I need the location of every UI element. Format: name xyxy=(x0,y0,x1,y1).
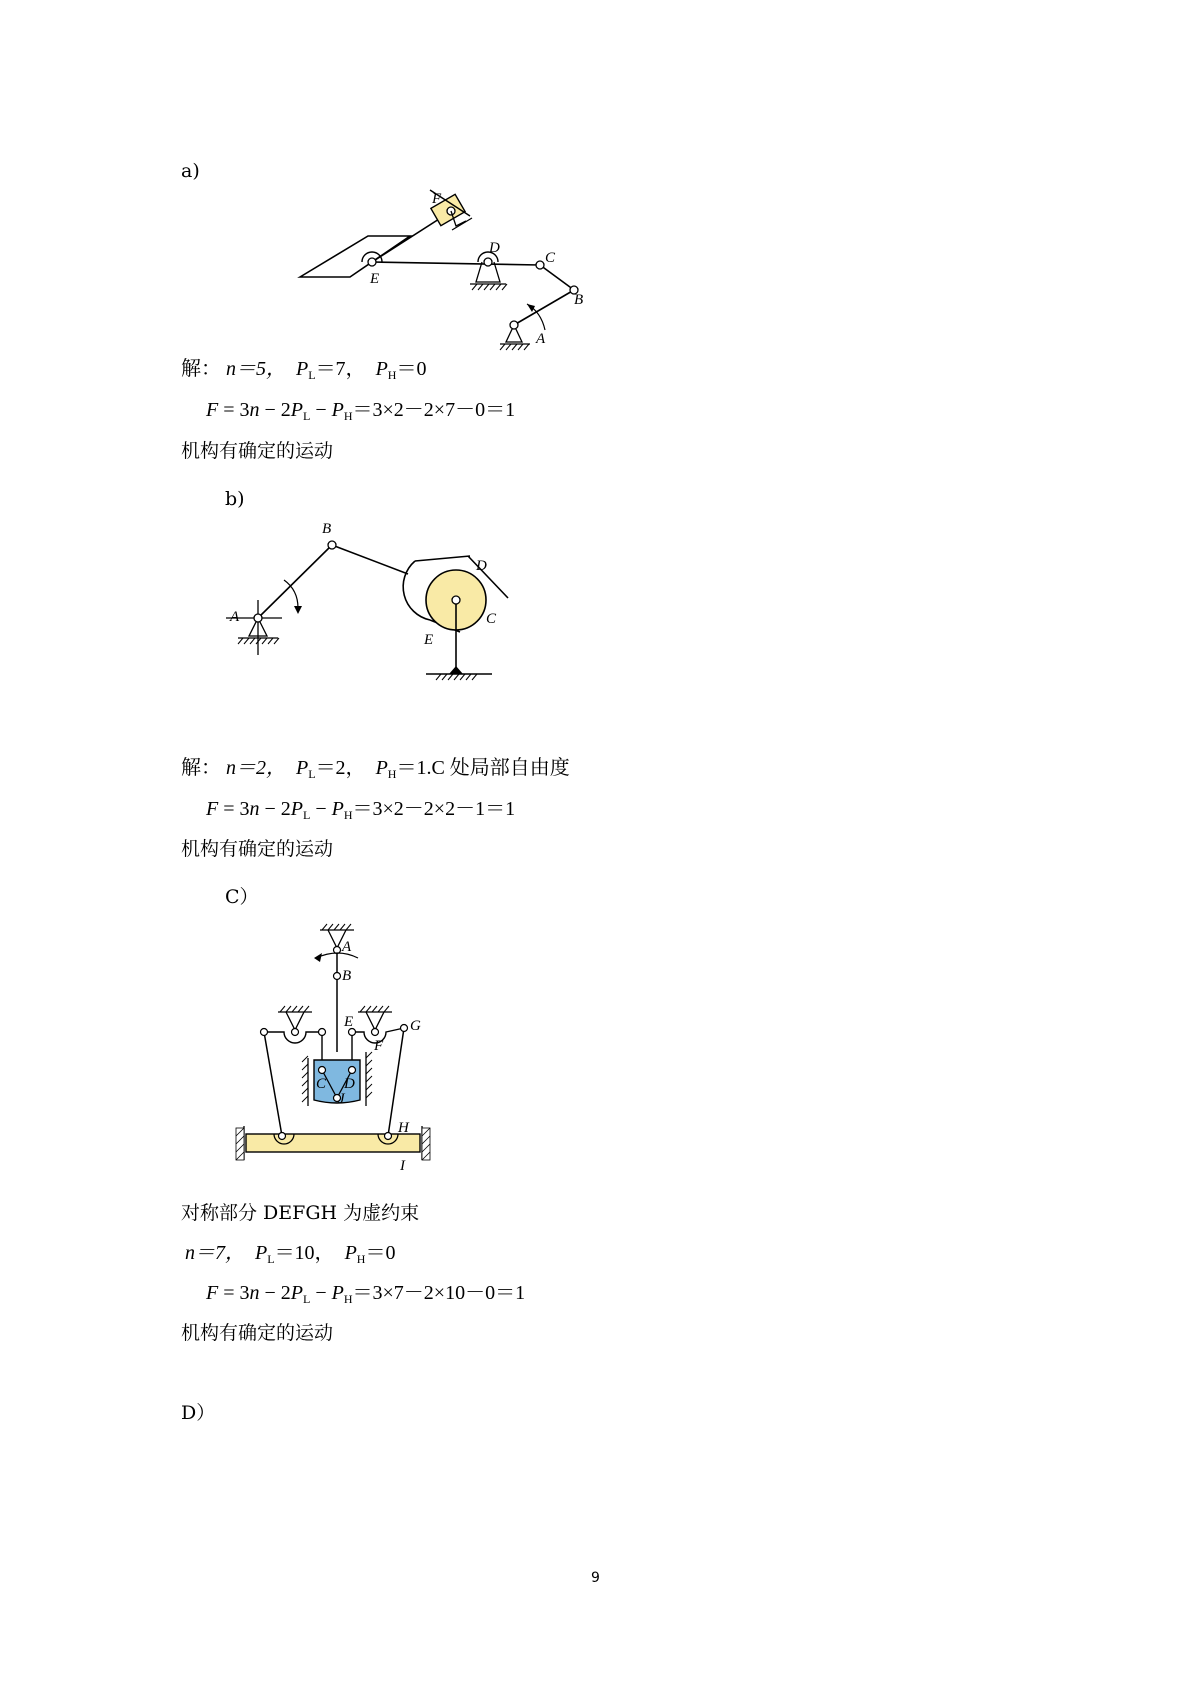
label-c-I: I xyxy=(400,1158,405,1174)
section-a-solution: 解： n＝5， $P_L=7$， $P_H=0$ xyxy=(181,358,427,382)
section-b-solution: 解： n＝2， $P_L=2$， $P_H=1.C$ 处局部自由度 xyxy=(181,757,570,781)
section-c-formula: $F = 3n - 2P_L - P_H=3\times 7-2\times 10-0=1$ xyxy=(206,1282,526,1306)
label-b-E: E xyxy=(424,632,434,648)
label-c-H: H xyxy=(398,1120,409,1136)
label-a-F: F xyxy=(432,191,442,207)
label-c-F: F xyxy=(374,1038,384,1054)
section-a-conclusion: 机构有确定的运动 xyxy=(181,440,334,462)
label-b-C: C xyxy=(486,611,497,627)
page-number: 9 xyxy=(591,1570,600,1586)
section-a-formula: $F = 3n - 2P_L - P_H=3\times 2-2\times 7-0=1$ xyxy=(206,399,516,423)
section-c-label: C） xyxy=(225,886,259,908)
label-b-D: D xyxy=(476,558,487,574)
label-c-E: E xyxy=(344,1014,354,1030)
label-a-C: C xyxy=(545,250,556,266)
label-c-C: C xyxy=(316,1076,327,1092)
label-c-D: D xyxy=(344,1076,355,1092)
label-c-G: G xyxy=(410,1018,421,1034)
section-c-params: n＝7， $P_L=10$， $P_H=0$ xyxy=(185,1242,396,1266)
section-b-formula: $F = 3n - 2P_L - P_H=3\times 2-2\times 2-1=1$ xyxy=(206,798,516,822)
label-a-E: E xyxy=(370,271,380,287)
label-c-J: J xyxy=(338,1091,345,1107)
section-a-label: a) xyxy=(181,160,200,182)
label-c-B: B xyxy=(342,968,352,984)
section-b-label: b) xyxy=(225,488,245,510)
label-b-B: B xyxy=(322,521,332,537)
label-a-D: D xyxy=(489,240,500,256)
label-b-A: A xyxy=(230,609,240,625)
label-a-A: A xyxy=(536,331,546,347)
section-d-label: D） xyxy=(181,1402,216,1424)
label-c-A: A xyxy=(342,939,352,955)
label-a-B: B xyxy=(574,292,584,308)
section-c-conclusion: 机构有确定的运动 xyxy=(181,1322,334,1344)
section-c-note: 对称部分 DEFGH 为虚约束 xyxy=(181,1202,420,1224)
section-b-conclusion: 机构有确定的运动 xyxy=(181,838,334,860)
